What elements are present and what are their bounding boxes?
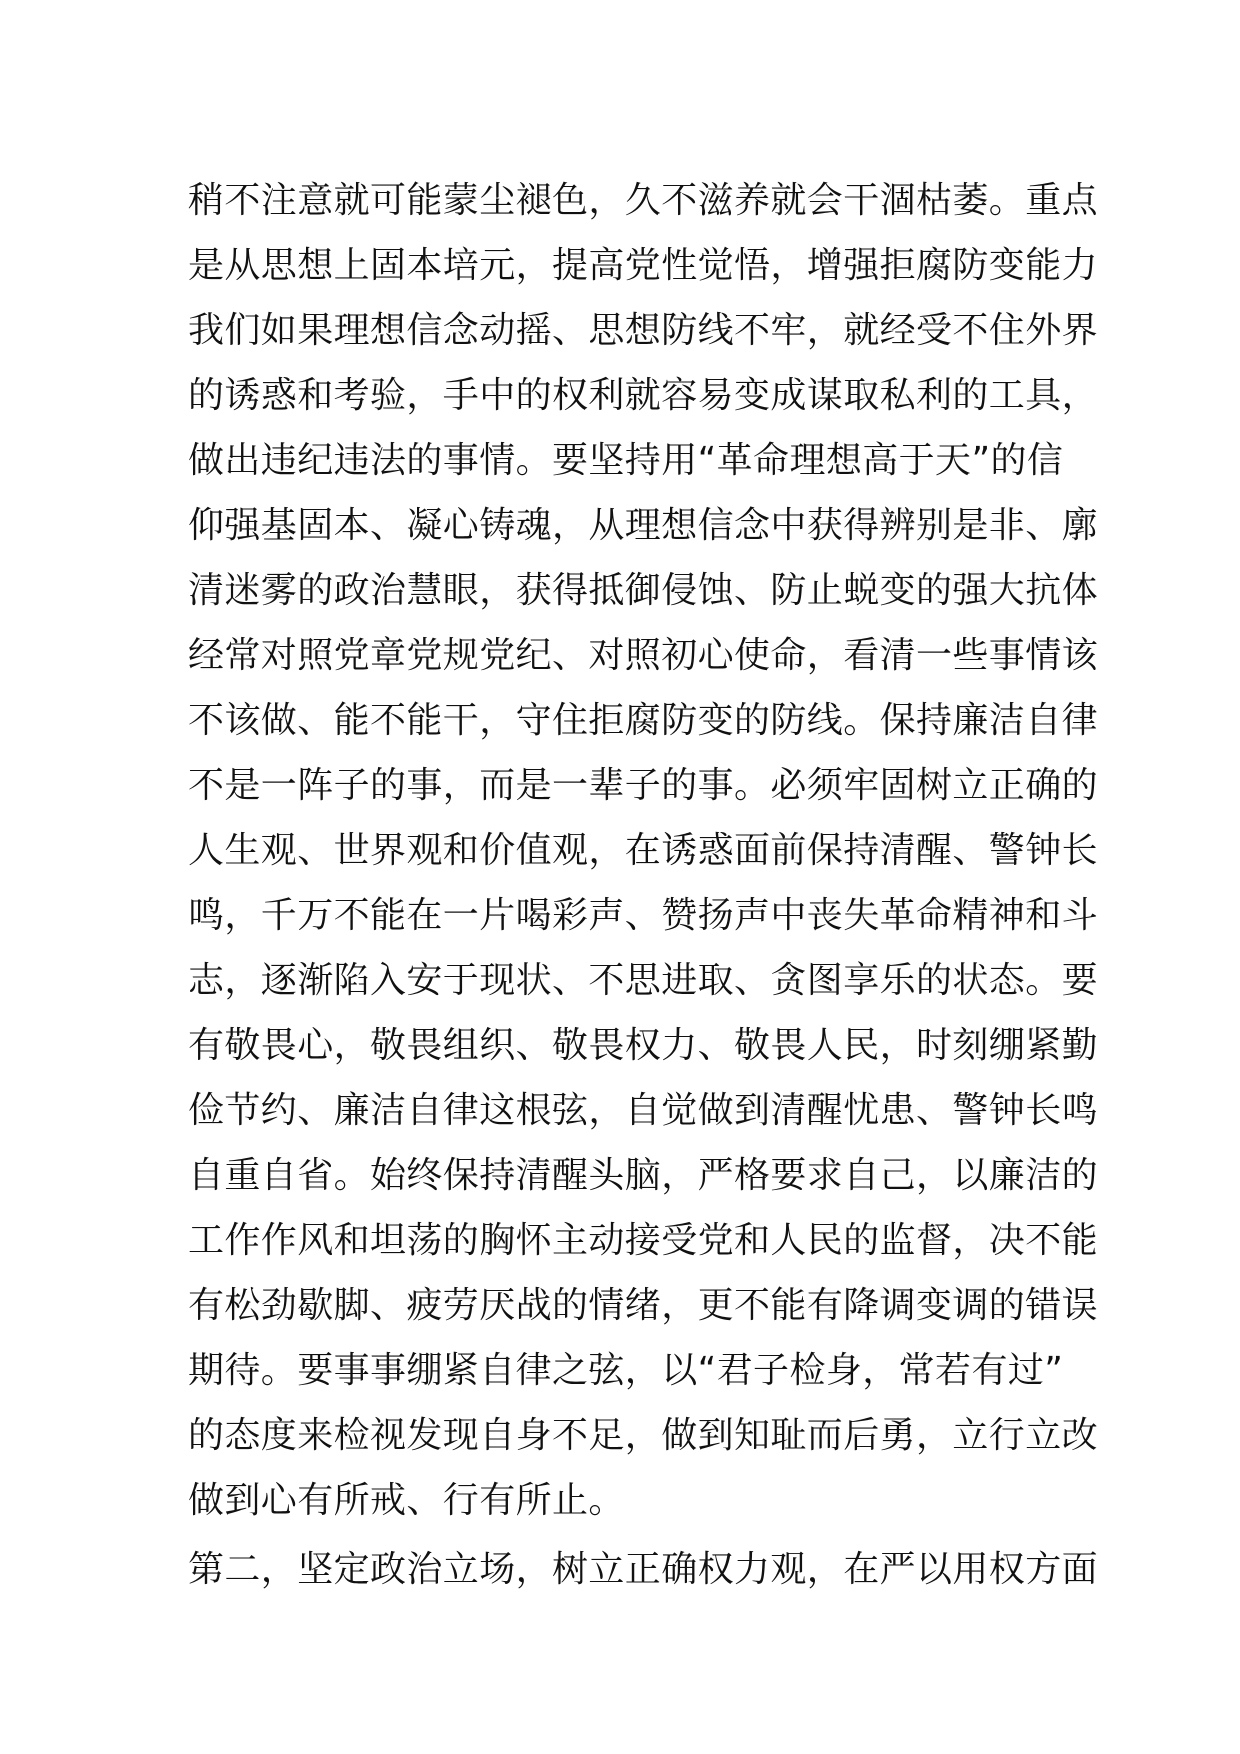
text-line-17: 工作作风和坦荡的胸怀主动接受党和人民的监督，决不能 — [188, 1220, 1099, 1261]
text-line-18: 有松劲歇脚、疲劳厌战的情绪，更不能有降调变调的错误 — [188, 1285, 1099, 1326]
text-line-21: 做到心有所戒、行有所止。 — [188, 1480, 625, 1521]
text-line-16: 自重自省。始终保持清醒头脑，严格要求自己，以廉洁的 — [188, 1155, 1099, 1196]
text-line-15: 俭节约、廉洁自律这根弦，自觉做到清醒忧患、警钟长鸣 — [188, 1090, 1099, 1131]
text-line-19: 期待。要事事绷紧自律之弦，以“君子检身，常若有过” — [188, 1350, 1064, 1391]
text-line-20: 的态度来检视发现自身不足，做到知耻而后勇，立行立改 — [188, 1415, 1099, 1456]
body-text — [188, 168, 1099, 1602]
text-line-4: 的诱惑和考验，手中的权利就容易变成谋取私利的工具， — [188, 375, 1099, 416]
text-line-8: 经常对照党章党规党纪、对照初心使命，看清一些事情该 — [188, 635, 1099, 676]
text-line-13: 志，逐渐陷入安于现状、不思进取、贪图享乐的状态。要 — [188, 960, 1099, 1001]
text-line-5: 做出违纪违法的事情。要坚持用“革命理想高于天”的信 — [188, 440, 1064, 481]
text-line-7: 清迷雾的政治慧眼，获得抵御侵蚀、防止蜕变的强大抗体 — [188, 570, 1099, 611]
text-line-6: 仰强基固本、凝心铸魂，从理想信念中获得辨别是非、廓 — [188, 505, 1099, 546]
text-line-3: 我们如果理想信念动摇、思想防线不牢，就经受不住外界 — [188, 310, 1099, 351]
section-heading-line: 第二，坚定政治立场，树立正确权力观，在严以用权方面 — [188, 1549, 1099, 1590]
text-line-1: 稍不注意就可能蒙尘褪色，久不滋养就会干涸枯萎。重点 — [188, 180, 1099, 221]
text-line-10: 不是一阵子的事，而是一辈子的事。必须牢固树立正确的 — [188, 765, 1099, 806]
text-line-11: 人生观、世界观和价值观，在诱惑面前保持清醒、警钟长 — [188, 830, 1099, 871]
text-line-12: 鸣，千万不能在一片喝彩声、赞扬声中丧失革命精神和斗 — [188, 895, 1099, 936]
text-line-9: 不该做、能不能干，守住拒腐防变的防线。保持廉洁自律 — [188, 700, 1099, 741]
text-line-14: 有敬畏心，敬畏组织、敬畏权力、敬畏人民，时刻绷紧勤 — [188, 1025, 1099, 1066]
text-line-2: 是从思想上固本培元，提高党性觉悟，增强拒腐防变能力 — [188, 245, 1099, 286]
